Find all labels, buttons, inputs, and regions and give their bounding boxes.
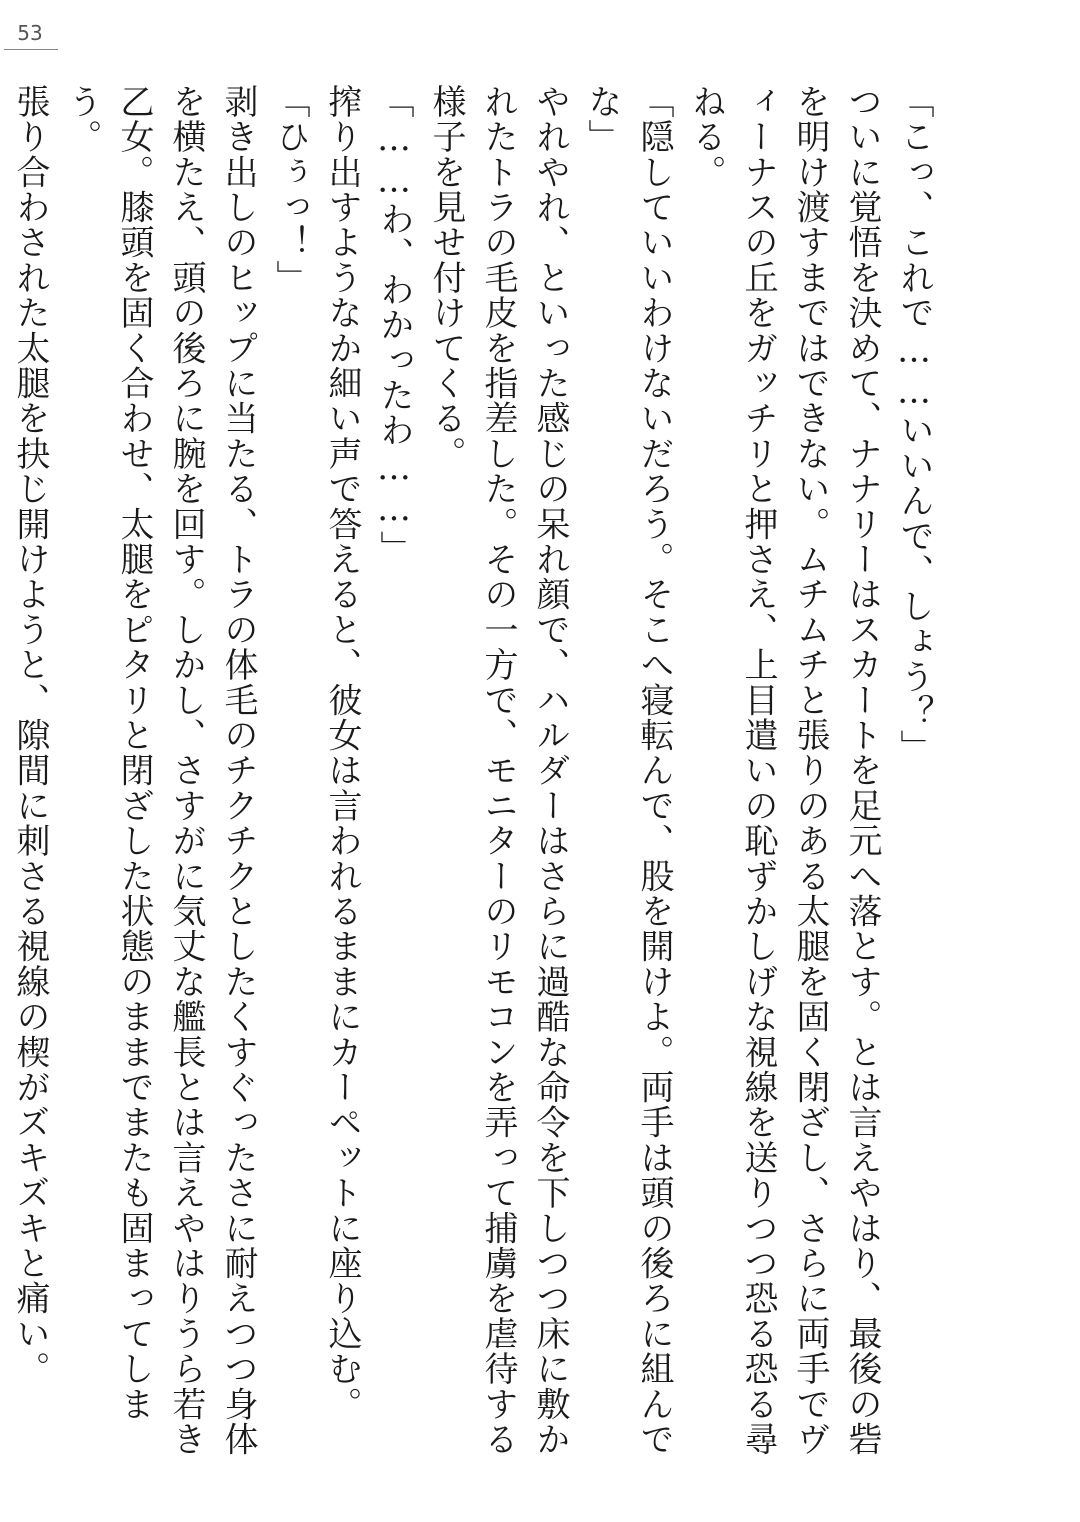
paragraph: ついに覚悟を決めて、ナナリーはスカートを足元へ落とす。とは言えやはり、最後の砦を明け渡すまではできない。ムチムチと張りのある太腿を固く閉ざし、さらに両手でヴィーナスの丘をガッチリと押さえ、上目遣いの恥ずかしげな視線を送りつつ恐る恐る尋ねる。 — [686, 84, 882, 1457]
paragraph: 「隠していいわけないだろう。そこへ寝転んで、股を開けよ。両手は頭の後ろに組んでな」 — [582, 84, 674, 1457]
paragraph — [0, 84, 4, 1464]
paragraph: 「……わ、わかったわ……」 — [374, 84, 414, 566]
paragraph: 搾り出すようなか細い声で答えると、彼女は言われるままにカーペットに座り込む。 — [322, 84, 362, 1422]
novel-text-block — [10, 84, 940, 1464]
paragraph: 剥き出しのヒップに当たる、トラの体毛のチクチクとしたくすぐったさに耐えつつ身体を横たえ、頭の後ろに腕を回す。しかし、さすがに気丈な艦長とは言えやはりうら若き乙女。膝頭を固く合わせ、太腿をピタリと閉ざした状態のままでまたも固まってしまう。 — [62, 84, 258, 1457]
page-number: 53 — [17, 21, 43, 45]
paragraph: 張り合わされた太腿を抉じ開けようと、隙間に刺さる視線の楔がズキズキと痛い。 — [10, 84, 50, 1387]
paragraph: 「こっ、これで……いいんで、しょう？」 — [894, 84, 934, 765]
paragraph: 「ひぅっ！」 — [270, 84, 310, 296]
page-number-rule — [4, 49, 58, 50]
paragraph: やれやれ、といった感じの呆れ顔で、ハルダーはさらに過酷な命令を下しつつ床に敷かれたトラの毛皮を指差した。その一方で、モニターのリモコンを弄って捕虜を虐待する様子を見せ付けてくる。 — [426, 84, 570, 1457]
